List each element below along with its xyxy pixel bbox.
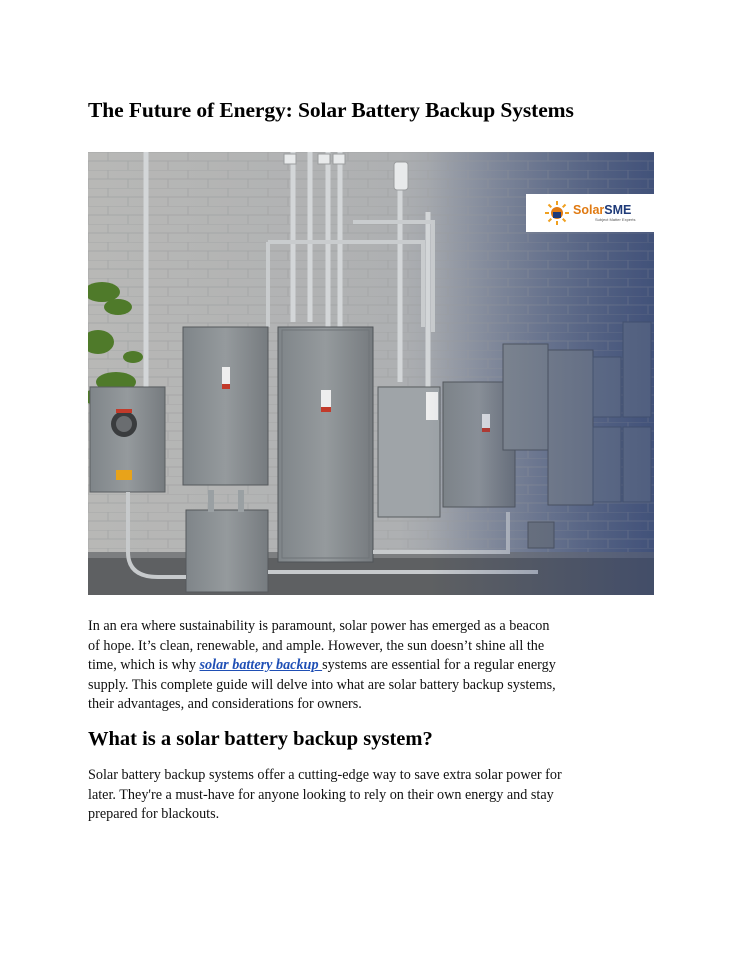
section-line: later. They're a must-have for anyone looking to rely on their own energy and stay [88,786,554,803]
intro-line: time, which is why solar battery backup systems are essential for a regular energy [88,657,556,673]
section-line: Solar battery backup systems offer a cutting-edge way to save extra solar power for [88,767,562,783]
page-title: The Future of Energy: Solar Battery Backup Systems [88,98,574,122]
section-paragraph [88,766,658,825]
logo-tagline: Subject Matter Experts [595,217,636,223]
intro-line: supply. This complete guide will delve into what are solar battery backup systems, [88,676,556,693]
section-heading: What is a solar battery backup system? [88,728,433,750]
intro-line: In an era where sustainability is paramount, solar power has emerged as a beacon [88,618,550,634]
intro-line: their advantages, and considerations for owners. [88,696,362,712]
section-line: prepared for blackouts. [88,806,220,822]
solarsme-logo [526,194,654,232]
hero-photo-electrical-panels [88,152,654,595]
intro-line: of hope. It’s clean, renewable, and ample. However, the sun doesn’t shine all the [88,637,545,654]
intro-paragraph [88,617,658,715]
logo-wordmark: SolarSME [573,202,632,217]
sun-icon [544,200,570,226]
solar-battery-backup-link[interactable]: solar battery backup [199,657,323,673]
